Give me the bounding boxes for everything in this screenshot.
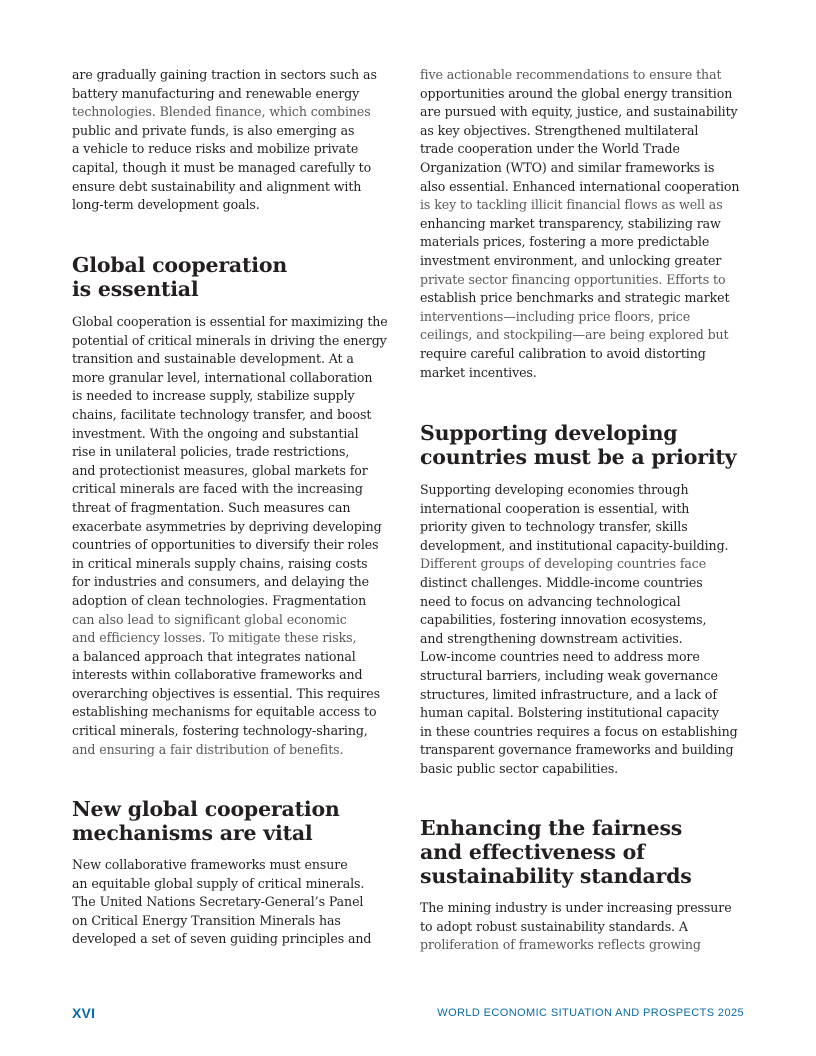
text-line: on Critical Energy Transition Minerals has (72, 912, 341, 928)
text-line: a balanced approach that integrates national (72, 648, 356, 664)
text-line: basic public sector capabilities. (420, 760, 619, 776)
text-line: exacerbate asymmetries by depriving developing (72, 518, 382, 534)
text-line: enhancing market transparency, stabilizing raw (420, 215, 721, 231)
text-line: structures, limited infrastructure, and a lack of (420, 686, 717, 702)
text-line: for industries and consumers, and delaying the (72, 574, 370, 590)
text-line: international cooperation is essential, with (420, 500, 690, 516)
text-line: Organization (WTO) and similar frameworks is (420, 159, 715, 175)
heading-line: sustainability standards (420, 864, 692, 888)
text-line: New collaborative frameworks must ensure (72, 857, 348, 872)
text-line: investment environment, and unlocking greater (420, 252, 722, 268)
text-line: and ensuring a fair distribution of benefits. (72, 741, 344, 757)
global-cooperation-paragraph (72, 313, 402, 759)
section-sustainability-standards (420, 816, 750, 888)
text-line: capital, though it must be managed carefully to (72, 159, 372, 175)
text-line: materials prices, fostering a more predictable (420, 234, 710, 250)
heading-line: is essential (72, 277, 199, 301)
text-line: investment. With the ongoing and substantial (72, 425, 359, 441)
text-line: more granular level, international collaboration (72, 369, 373, 385)
text-line: are pursued with equity, justice, and sustainability (420, 104, 738, 120)
text-line: as key objectives. Strengthened multilateral (420, 122, 699, 138)
text-line: potential of critical minerals in driving the energy (72, 332, 387, 348)
text-line: transition and sustainable development. At a (72, 351, 354, 367)
text-line: can also lead to significant global economic (72, 611, 347, 627)
text-line: private sector financing opportunities. Efforts to (420, 271, 726, 287)
text-line: interests within collaborative frameworks and (72, 667, 363, 683)
text-line: is needed to increase supply, stabilize supply (72, 388, 355, 404)
text-line: opportunities around the global energy transition (420, 85, 733, 101)
section-heading (420, 816, 750, 888)
text-line: adoption of clean technologies. Fragmentation (72, 592, 367, 608)
text-line: critical minerals, fostering technology-sharing, (72, 723, 368, 739)
left-intro-paragraph (72, 66, 402, 215)
section-global-cooperation (72, 253, 402, 301)
text-line: establish price benchmarks and strategic market (420, 290, 730, 306)
text-line: human capital. Bolstering institutional capacity (420, 705, 719, 721)
text-line: to adopt robust sustainability standards. A (420, 918, 688, 934)
text-line: an equitable global supply of critical minerals. (72, 875, 365, 891)
supporting-developing-paragraph (420, 481, 750, 779)
text-line: structural barriers, including weak governance (420, 667, 718, 683)
sustainability-standards-paragraph (420, 899, 750, 955)
publication-title: WORLD ECONOMIC SITUATION AND PROSPECTS 2025 (437, 1007, 744, 1019)
text-line: public and private funds, is also emerging as (72, 122, 355, 138)
text-line: is key to tackling illicit financial flows as well as (420, 197, 723, 213)
text-line: are gradually gaining traction in sectors such as (72, 67, 377, 82)
section-heading (72, 797, 402, 845)
text-line: a vehicle to reduce risks and mobilize private (72, 141, 359, 157)
text-line: priority given to technology transfer, skills (420, 519, 688, 535)
text-line: market incentives. (420, 364, 537, 380)
text-line: capabilities, fostering innovation ecosystems, (420, 612, 707, 628)
text-line: ceilings, and stockpiling—are being explored but (420, 327, 729, 343)
right-intro-paragraph (420, 66, 750, 382)
text-line: and efficiency losses. To mitigate these risks, (72, 630, 357, 646)
text-line: Low-income countries need to address more (420, 649, 700, 665)
section-new-global-cooperation (72, 797, 402, 845)
text-line: developed a set of seven guiding principles and (72, 931, 372, 947)
text-line: development, and institutional capacity-building. (420, 537, 729, 553)
text-line: overarching objectives is essential. This requires (72, 685, 380, 701)
text-line: rise in unilateral policies, trade restrictions, (72, 444, 350, 460)
heading-line: New global cooperation (72, 797, 340, 821)
heading-line: countries must be a priority (420, 445, 737, 469)
text-line: establishing mechanisms for equitable access to (72, 704, 377, 720)
heading-line: and effectiveness of (420, 840, 645, 864)
text-line: in critical minerals supply chains, raising costs (72, 555, 368, 571)
section-heading (72, 253, 402, 301)
page-number: XVI (72, 1005, 96, 1021)
text-line: Supporting developing economies through (420, 482, 689, 497)
text-line: The mining industry is under increasing pressure (420, 900, 732, 915)
text-line: transparent governance frameworks and building (420, 742, 734, 758)
section-heading (420, 421, 750, 469)
text-line: and strengthening downstream activities. (420, 630, 683, 646)
heading-line: Supporting developing (420, 421, 678, 445)
text-line: need to focus on advancing technological (420, 593, 681, 609)
text-line: long-term development goals. (72, 197, 260, 213)
text-line: technologies. Blended finance, which combines (72, 104, 371, 120)
text-line: The United Nations Secretary-General’s Panel (72, 894, 364, 910)
text-line: trade cooperation under the World Trade (420, 141, 680, 157)
text-line: ensure debt sustainability and alignment with (72, 178, 362, 194)
text-line: battery manufacturing and renewable energy (72, 85, 360, 101)
text-line: require careful calibration to avoid distorting (420, 345, 706, 361)
text-line: Different groups of developing countries face (420, 556, 707, 572)
text-line: and protectionist measures, global markets for (72, 462, 368, 478)
new-cooperation-paragraph (72, 856, 402, 949)
text-line: countries of opportunities to diversify their roles (72, 537, 379, 553)
text-line: Global cooperation is essential for maximizing the (72, 314, 388, 329)
section-supporting-developing (420, 421, 750, 469)
text-line: in these countries requires a focus on establishing (420, 723, 738, 739)
text-line: chains, facilitate technology transfer, and boost (72, 406, 372, 422)
text-line: interventions—including price floors, price (420, 308, 691, 324)
heading-line: Enhancing the fairness (420, 816, 683, 840)
text-line: threat of fragmentation. Such measures can (72, 499, 351, 515)
text-line: also essential. Enhanced international cooperation (420, 178, 740, 194)
text-line: distinct challenges. Middle-income countries (420, 574, 703, 590)
text-line: critical minerals are faced with the increasing (72, 481, 363, 497)
heading-line: Global cooperation (72, 253, 288, 277)
heading-line: mechanisms are vital (72, 821, 313, 845)
text-line: proliferation of frameworks reflects growing (420, 937, 701, 953)
text-line: five actionable recommendations to ensure that (420, 67, 722, 82)
